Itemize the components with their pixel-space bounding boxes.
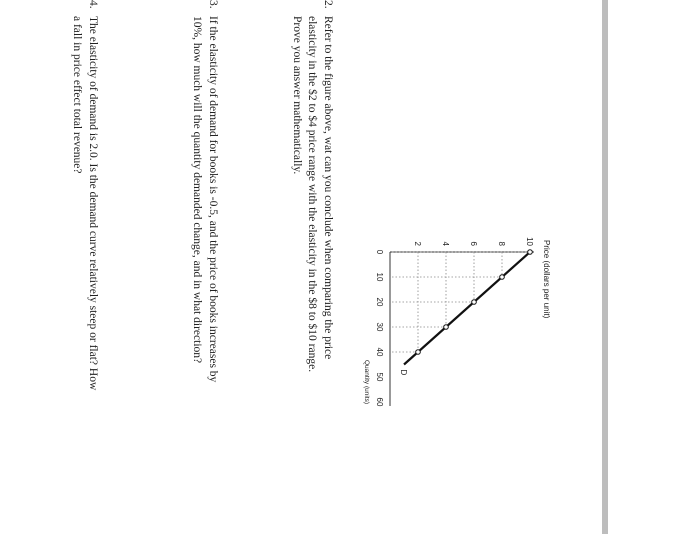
question-line: a fall in price effect total revenue? (71, 16, 84, 174)
question-line: 10%, how much will the quantity demanded change, and in what direction? (191, 16, 204, 364)
series-label-d: D (399, 369, 408, 376)
question-line: If the elasticity of demand for books is -0.5, and the price of books increases by (207, 16, 219, 383)
question-line: elasticity in the $2 to $4 price range with the elasticity in the $8 to $10 range. (306, 16, 319, 373)
question-text (69, 16, 100, 534)
demand-figure (342, 200, 572, 420)
x-tick-label: 10 (375, 272, 384, 282)
demand-curve (404, 252, 530, 365)
x-tick-label: 60 (375, 397, 384, 407)
data-point (416, 350, 421, 355)
demand-chart (342, 200, 572, 420)
question-number: 3. (207, 0, 219, 9)
data-point (444, 325, 449, 330)
data-point (472, 300, 477, 305)
question-text (288, 16, 335, 534)
question-line: Prove you answer mathematically. (290, 16, 303, 175)
x-tick-label: 30 (375, 322, 384, 332)
data-point (528, 250, 533, 255)
y-axis-label: Price (dollars per unit) (542, 240, 551, 319)
x-tick-label: 20 (375, 297, 384, 307)
question-number: 4. (87, 0, 99, 9)
data-point (500, 275, 505, 280)
y-tick-label: 4 (441, 241, 450, 246)
question-number: 2. (322, 0, 334, 9)
y-tick-label: 8 (497, 241, 506, 246)
question-line: Refer to the figure above, wat can you conclude when comparing the price (322, 16, 334, 360)
x-tick-label: 50 (375, 372, 384, 382)
page-top-bar (602, 0, 608, 534)
question-line: The elasticity of demand is 2.0. Is the demand curve relatively steep or flat? How (87, 16, 99, 391)
x-tick-label: 40 (375, 347, 384, 357)
y-tick-label: 2 (413, 241, 422, 246)
y-tick-label: 6 (469, 241, 478, 246)
x-tick-label: 0 (375, 249, 384, 255)
question-text (189, 16, 220, 534)
x-axis-label: Quantity (units) (363, 359, 370, 405)
y-tick-label: 10 (525, 237, 534, 246)
